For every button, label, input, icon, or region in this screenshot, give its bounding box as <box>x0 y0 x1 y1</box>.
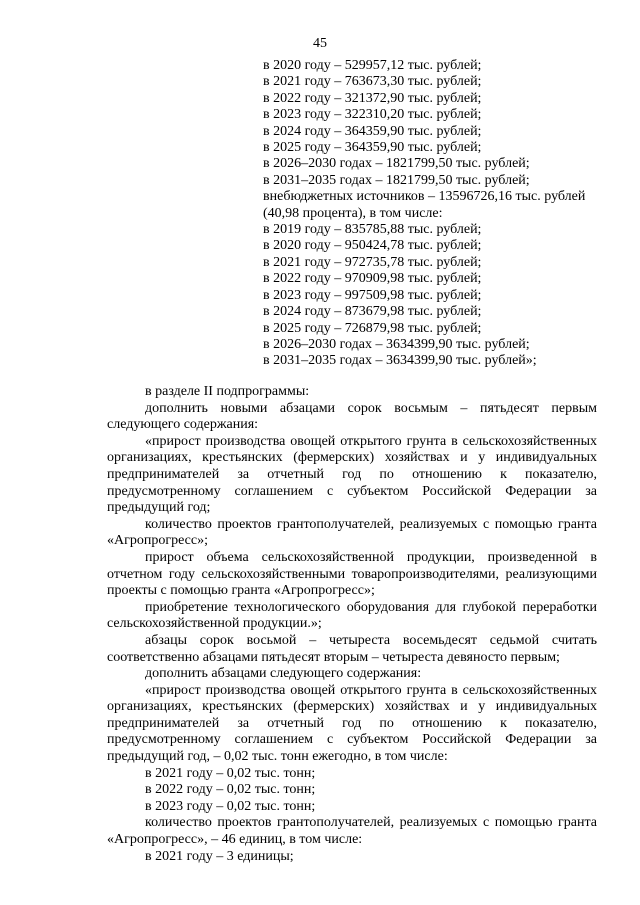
funding-line: в 2020 году – 529957,12 тыс. рублей; <box>263 58 482 73</box>
paragraph: в 2021 году – 3 единицы; <box>145 848 294 864</box>
funding-line: в 2022 году – 970909,98 тыс. рублей; <box>263 271 482 287</box>
paragraph: количество проектов грантополучателей, реализуемых с помощью гранта «Агропрогресс»; <box>107 516 597 549</box>
funding-line: в 2031–2035 годах – 3634399,90 тыс. рублей»; <box>263 353 537 369</box>
paragraph: в 2022 году – 0,02 тыс. тонн; <box>145 782 316 798</box>
funding-line: в 2021 году – 972735,78 тыс. рублей; <box>263 254 482 270</box>
paragraph: дополнить абзацами следующего содержания: <box>145 666 422 682</box>
paragraph: дополнить новыми абзацами сорок восьмым – пятьдесят первым следующего содержания: <box>107 400 597 433</box>
funding-line: в 2023 году – 997509,98 тыс. рублей; <box>263 287 482 303</box>
funding-line: в 2026–2030 годах – 1821799,50 тыс. рублей; <box>263 156 530 172</box>
funding-line: в 2023 году – 322310,20 тыс. рублей; <box>263 107 482 123</box>
amendment-text <box>107 384 597 865</box>
funding-line: в 2019 году – 835785,88 тыс. рублей; <box>263 222 482 238</box>
funding-line: в 2025 году – 364359,90 тыс. рублей; <box>263 140 482 156</box>
paragraph: абзацы сорок восьмой – четыреста восемьдесят седьмой считать соответственно абзацами пятьдесят вторым – четыреста девяносто первым; <box>107 632 597 665</box>
funding-line: в 2021 году – 763673,30 тыс. рублей; <box>263 74 482 90</box>
funding-line-extrabudgetary: внебюджетных источников – 13596726,16 тыс. рублей (40,98 процента), в том числе: <box>263 189 586 221</box>
paragraph: «прирост производства овощей открытого грунта в сельскохозяйственных организациях, крестьянских (фермерских) хозяйствах и у индивидуальных предпринимателей за отчетный год по отношению к показателю, предусмотренному соглашением с субъектом Российской Федерации за предыдущий год; <box>107 433 597 516</box>
funding-line: в 2031–2035 годах – 1821799,50 тыс. рублей; <box>263 172 530 188</box>
paragraph: в 2021 году – 0,02 тыс. тонн; <box>145 765 316 781</box>
funding-line: в 2024 году – 873679,98 тыс. рублей; <box>263 304 482 320</box>
funding-list <box>263 58 603 370</box>
paragraph: прирост объема сельскохозяйственной продукции, произведенной в отчетном году сельскохозяйственными товаропроизводителями, реализующими проекты с помощью гранта «Агропрогресс»; <box>107 549 597 599</box>
paragraph: «прирост производства овощей открытого грунта в сельскохозяйственных организациях, крестьянских (фермерских) хозяйствах и у индивидуальных предпринимателей за отчетный год по отношению к показателю, предусмотренному соглашением с субъектом Российской Федерации за предыдущий год, – 0,02 тыс. тонн ежегодно, в том числе: <box>107 682 597 765</box>
funding-line: в 2020 году – 950424,78 тыс. рублей; <box>263 238 482 254</box>
funding-line: в 2026–2030 годах – 3634399,90 тыс. рублей; <box>263 336 530 352</box>
page-number: 45 <box>313 36 327 51</box>
funding-line: в 2025 году – 726879,98 тыс. рублей; <box>263 320 482 336</box>
funding-line: в 2022 году – 321372,90 тыс. рублей; <box>263 90 482 106</box>
funding-line: в 2024 году – 364359,90 тыс. рублей; <box>263 123 482 139</box>
paragraph: в 2023 году – 0,02 тыс. тонн; <box>145 798 316 814</box>
paragraph: количество проектов грантополучателей, реализуемых с помощью гранта «Агропрогресс», – 46 единиц, в том числе: <box>107 815 597 848</box>
paragraph: приобретение технологического оборудования для глубокой переработки сельскохозяйственной продукции.»; <box>107 599 597 632</box>
paragraph: в разделе II подпрограммы: <box>145 384 310 399</box>
